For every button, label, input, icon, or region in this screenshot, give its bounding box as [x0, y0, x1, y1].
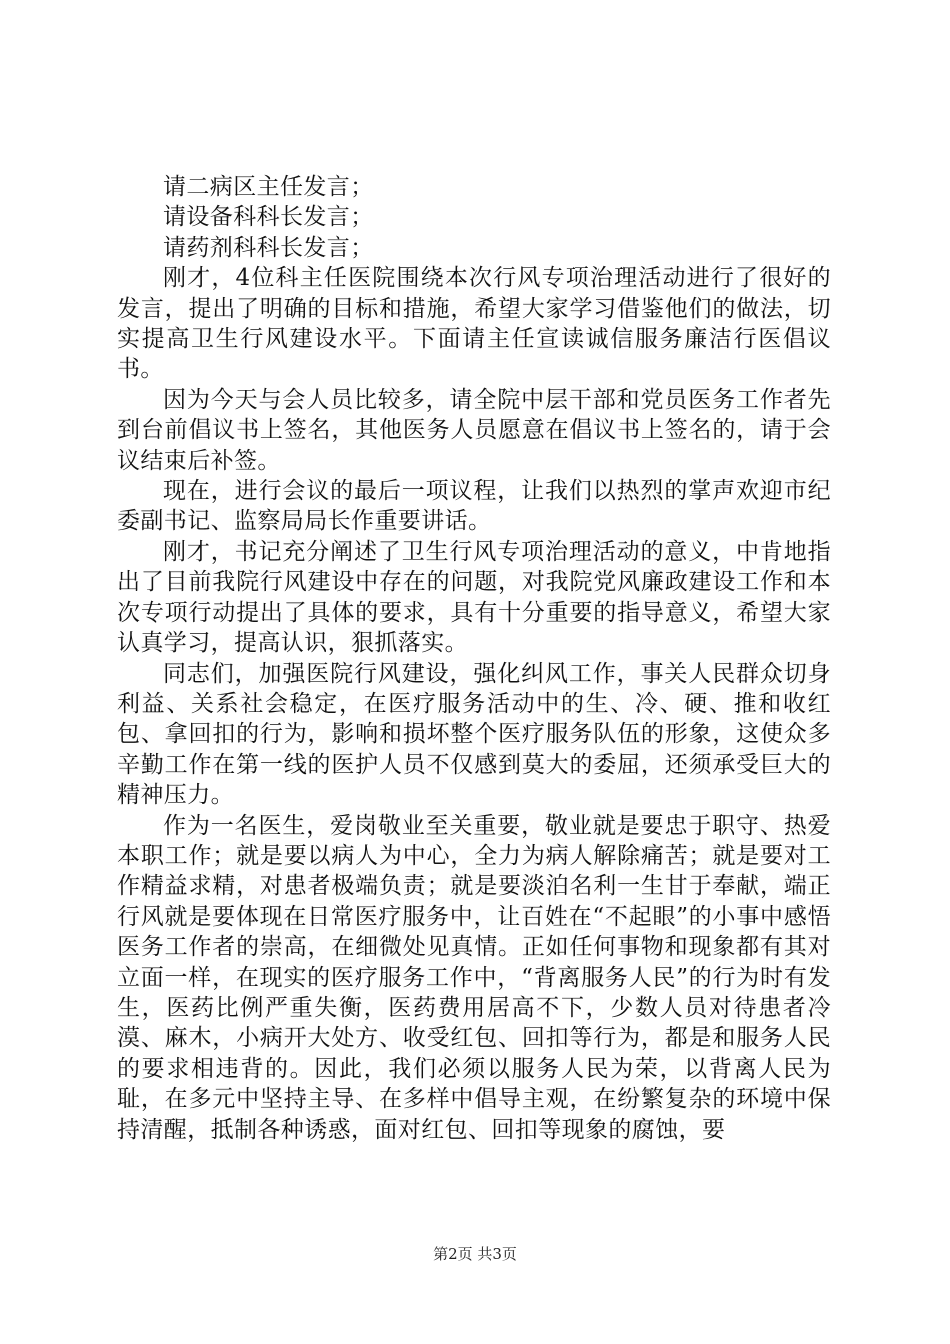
paragraph: 请二病区主任发言； — [163, 174, 374, 200]
paragraph: 现在，进行会议的最后一项议程，让我们以热烈的掌声欢迎市纪委副书记、监察局局长作重要讲话。 — [117, 478, 831, 535]
page-number-footer: 第2页 共3页 — [433, 1245, 517, 1263]
paragraph: 刚才，4位科主任医院围绕本次行风专项治理活动进行了很好的发言，提出了明确的目标和措施，希望大家学习借鉴他们的做法，切实提高卫生行风建设水平。下面请主任宣读诚信服务廉洁行医倡议书。 — [117, 265, 831, 383]
paragraph: 因为今天与会人员比较多，请全院中层干部和党员医务工作者先到台前倡议书上签名，其他医务人员愿意在倡议书上签名的，请于会议结束后补签。 — [117, 386, 831, 474]
paragraph: 作为一名医生，爱岗敬业至关重要，敬业就是要忠于职守、热爱本职工作；就是要以病人为中心，全力为病人解除痛苦；就是要对工作精益求精，对患者极端负责；就是要淡泊名利一生甘于奉献，端正行风就是要体现在日常医疗服务中，让百姓在“不起眼”的小事中感悟医务工作者的崇高，在细微处见真情。正如任何事物和现象都有其对立面一样，在现实的医疗服务工作中，“背离服务人民”的行为时有发生，医药比例严重失衡，医药费用居高不下，少数人员对待患者冷漠、麻木，小病开大处方、收受红包、回扣等行为，都是和服务人民的要求相违背的。因此，我们必须以服务人民为荣，以背离人民为耻，在多元中坚持主导、在多样中倡导主观，在纷繁复杂的环境中保持清醒，抵制各种诱惑，面对红包、回扣等现象的腐蚀，要 — [117, 812, 831, 1143]
paragraph: 刚才，书记充分阐述了卫生行风专项治理活动的意义，中肯地指出了目前我院行风建设中存在的问题，对我院党风廉政建设工作和本次专项行动提出了具体的要求，具有十分重要的指导意义，希望大家认真学习，提高认识，狠抓落实。 — [117, 538, 831, 657]
paragraph: 请药剂科科长发言； — [163, 234, 374, 261]
paragraph: 请设备科科长发言； — [163, 204, 374, 231]
document-body — [117, 172, 831, 1145]
paragraph: 同志们，加强医院行风建设，强化纠风工作，事关人民群众切身利益、关系社会稳定，在医疗服务活动中的生、冷、硬、推和收红包、拿回扣的行为，影响和损坏整个医疗服务队伍的形象，这使众多辛勤工作在第一线的医护人员不仅感到莫大的委屈，还须承受巨大的精神压力。 — [117, 660, 831, 809]
